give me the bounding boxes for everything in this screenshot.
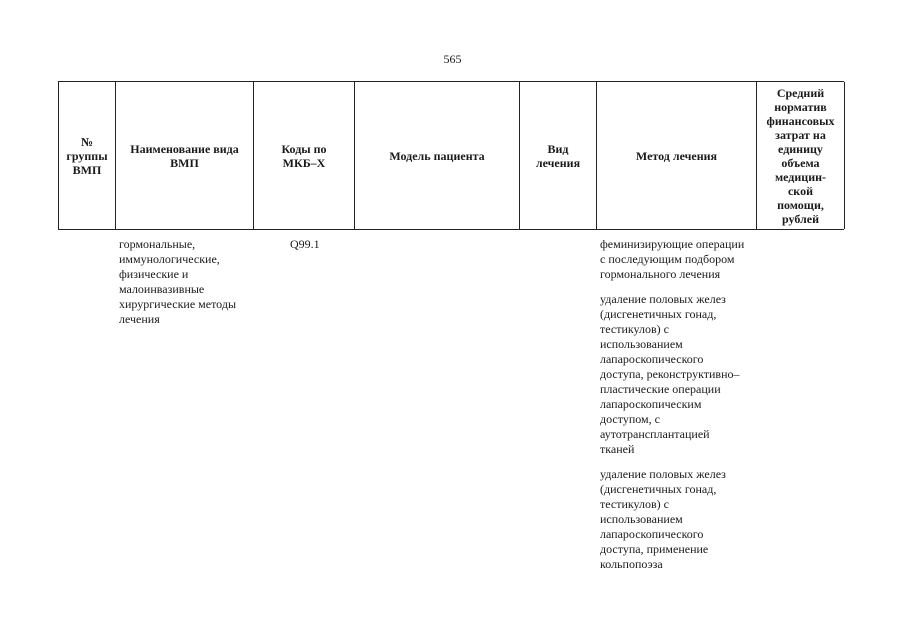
header-vmp-name: Наименование вида ВМП [116, 82, 254, 229]
treatment-method-cell [600, 237, 760, 582]
method-item-gonadectomy-colpopoiesis: удаление половых желез (дисгенетичных гонад, тестикулов) с использованием лапароскопического доступа, применение кольпопоэза [600, 467, 726, 571]
header-treatment-type: Вид лечения [520, 82, 597, 229]
page-number: 565 [443, 52, 462, 66]
header-icd-codes: Коды по МКБ–Х [254, 82, 355, 229]
vmp-name-cell: гормональные, иммунологические, физические и малоинвазивные хирургические методы лечения [119, 237, 236, 326]
header-group-number: № группы ВМП [59, 82, 116, 229]
method-item-gonadectomy-reconstructive: удаление половых желез (дисгенетичных гонад, тестикулов) с использованием лапароскопического доступа, реконструктивно– пластические операции лапароскопическим доступом, с аутотрансплантацией тканей [600, 292, 740, 456]
table-header [58, 81, 844, 230]
header-patient-model: Модель пациента [355, 82, 520, 229]
header-treatment-method: Метод лечения [597, 82, 757, 229]
header-average-cost: Средний норматив финансовых затрат на единицу объема медицин- ской помощи, рублей [757, 82, 845, 229]
method-item-feminizing: феминизирующие операции с последующим подбором гормонального лечения [600, 237, 745, 281]
icd-code-cell: Q99.1 [290, 237, 320, 251]
